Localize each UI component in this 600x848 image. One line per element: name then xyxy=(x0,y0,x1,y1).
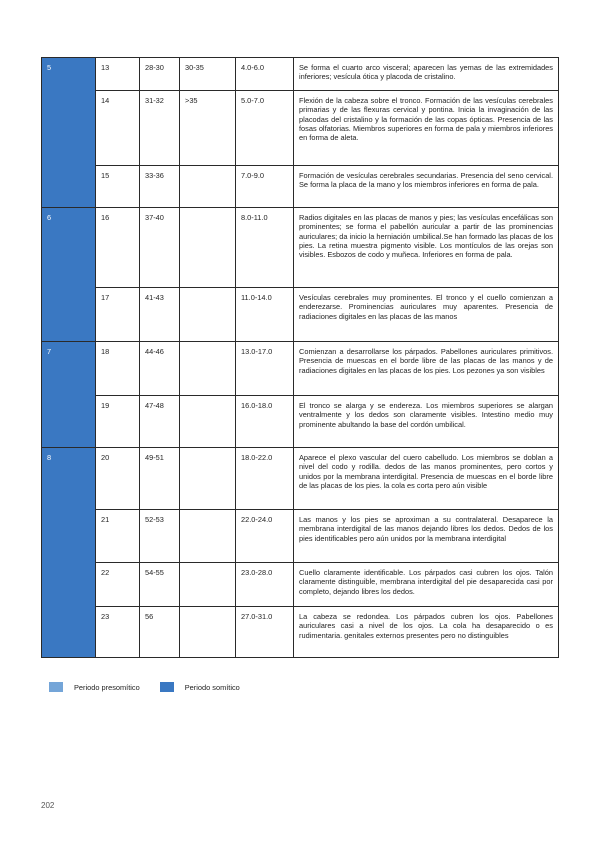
table-row xyxy=(42,607,559,658)
legend xyxy=(49,681,260,693)
stage-cell: 19 xyxy=(96,396,140,448)
description-cell: Cuello claramente identificable. Los párpados casi cubren los ojos. Talón claramente distinguible, membrana interdigital del pie desaparecida casi por completo, dejando libres los dedos. xyxy=(294,563,559,607)
days-cell: 49-51 xyxy=(140,448,180,510)
somites-cell: 30-35 xyxy=(180,58,236,91)
week-cell: 8 xyxy=(42,448,96,658)
description-cell: Flexión de la cabeza sobre el tronco. Formación de las vesículas cerebrales primarias y de las flexuras cervical y pontina. Inicia la invaginación de las placodas del cristalino y la formación de las copas ópticas. Presencia de las fosas olfatorias. Miembros superiores en forma de pala y miembros inferiores en forma de aleta. xyxy=(294,91,559,166)
table-row xyxy=(42,58,559,91)
legend-label-presomitic: Periodo presomítico xyxy=(74,682,140,692)
description-cell: La cabeza se redondea. Los párpados cubren los ojos. Pabellones auriculares casi a nivel de los ojos. La cola ha desaparecido o es rudimentaria. genitales externos presentes pero no distinguibles xyxy=(294,607,559,658)
days-cell: 44-46 xyxy=(140,342,180,396)
length-cell: 23.0-28.0 xyxy=(236,563,294,607)
days-cell: 33-36 xyxy=(140,166,180,208)
stage-cell: 16 xyxy=(96,208,140,288)
days-cell: 31-32 xyxy=(140,91,180,166)
legend-item-somitic xyxy=(160,682,240,692)
stage-cell: 18 xyxy=(96,342,140,396)
stage-cell: 22 xyxy=(96,563,140,607)
table-row xyxy=(42,510,559,563)
description-cell: El tronco se alarga y se endereza. Los miembros superiores se alargan ventralmente y los dedos son claramente visibles. Intestino medio muy prominente abultando la base del cordón umbilical. xyxy=(294,396,559,448)
days-cell: 41-43 xyxy=(140,288,180,342)
stage-cell: 20 xyxy=(96,448,140,510)
days-cell: 47-48 xyxy=(140,396,180,448)
length-cell: 7.0-9.0 xyxy=(236,166,294,208)
table-row xyxy=(42,448,559,510)
table-row xyxy=(42,288,559,342)
description-cell: Comienzan a desarrollarse los párpados. Pabellones auriculares primitivos. Presencia de muescas en el borde libre de las placas de las manos y de radiaciones digitales en las placas de los pies. Los pezones ya son visibles xyxy=(294,342,559,396)
stage-cell: 14 xyxy=(96,91,140,166)
length-cell: 13.0-17.0 xyxy=(236,342,294,396)
length-cell: 4.0-6.0 xyxy=(236,58,294,91)
description-cell: Vesículas cerebrales muy prominentes. El tronco y el cuello comienzan a enderezarse. Prominencias auriculares muy aparentes. Presencia de radiaciones digitales en las placas de las manos xyxy=(294,288,559,342)
stage-cell: 21 xyxy=(96,510,140,563)
somites-cell xyxy=(180,342,236,396)
description-cell: Formación de vesículas cerebrales secundarias. Presencia del seno cervical. Se forma la placa de la mano y los miembros inferiores en forma de pala. xyxy=(294,166,559,208)
table-row xyxy=(42,563,559,607)
week-cell: 6 xyxy=(42,208,96,342)
legend-item-presomitic xyxy=(49,682,140,692)
somites-cell: >35 xyxy=(180,91,236,166)
description-cell: Se forma el cuarto arco visceral; aparecen las yemas de las extremidades inferiores; vesícula ótica y placoda de cristalino. xyxy=(294,58,559,91)
days-cell: 37-40 xyxy=(140,208,180,288)
legend-swatch-somitic xyxy=(160,682,174,692)
legend-swatch-presomitic xyxy=(49,682,63,692)
page-number: 202 xyxy=(41,801,55,810)
length-cell: 22.0-24.0 xyxy=(236,510,294,563)
days-cell: 52-53 xyxy=(140,510,180,563)
days-cell: 28-30 xyxy=(140,58,180,91)
week-cell: 7 xyxy=(42,342,96,448)
embryo-stage-table xyxy=(41,57,559,658)
legend-label-somitic: Periodo somítico xyxy=(184,682,240,692)
days-cell: 56 xyxy=(140,607,180,658)
length-cell: 8.0-11.0 xyxy=(236,208,294,288)
length-cell: 27.0-31.0 xyxy=(236,607,294,658)
description-cell: Las manos y los pies se aproximan a su contralateral. Desaparece la membrana interdigital de las manos dejando libres los dedos. Dedos de los pies identificables pero aún unidos por la membrana interdigital xyxy=(294,510,559,563)
description-cell: Radios digitales en las placas de manos y pies; las vesículas encefálicas son prominentes; se forma el pabellón auricular a partir de las prominencias auriculares; da inicio la herniación umbilical.Se han formado las placas de los pies. La retina muestra pigmento visible. Los montículos de las orejas son visibles. Esbozos de codo y muñeca. Inferiores en forma de pala. xyxy=(294,208,559,288)
length-cell: 5.0-7.0 xyxy=(236,91,294,166)
stage-cell: 23 xyxy=(96,607,140,658)
table-row xyxy=(42,91,559,166)
stage-cell: 13 xyxy=(96,58,140,91)
days-cell: 54-55 xyxy=(140,563,180,607)
somites-cell xyxy=(180,396,236,448)
length-cell: 11.0-14.0 xyxy=(236,288,294,342)
length-cell: 16.0-18.0 xyxy=(236,396,294,448)
week-cell: 5 xyxy=(42,58,96,208)
stage-cell: 17 xyxy=(96,288,140,342)
table-row xyxy=(42,396,559,448)
length-cell: 18.0-22.0 xyxy=(236,448,294,510)
table-row xyxy=(42,208,559,288)
table-row xyxy=(42,342,559,396)
description-cell: Aparece el plexo vascular del cuero cabelludo. Los miembros se doblan a nivel del codo y rodilla. dedos de las manos prominentes, pero cortos y unidos por la membrana interdigital. Presencia de muescas en el borde libre de las placas de los pies. la cola es corta pero aún visible xyxy=(294,448,559,510)
somites-cell xyxy=(180,563,236,607)
somites-cell xyxy=(180,208,236,288)
somites-cell xyxy=(180,288,236,342)
somites-cell xyxy=(180,607,236,658)
stage-cell: 15 xyxy=(96,166,140,208)
somites-cell xyxy=(180,448,236,510)
somites-cell xyxy=(180,510,236,563)
table-row xyxy=(42,166,559,208)
somites-cell xyxy=(180,166,236,208)
